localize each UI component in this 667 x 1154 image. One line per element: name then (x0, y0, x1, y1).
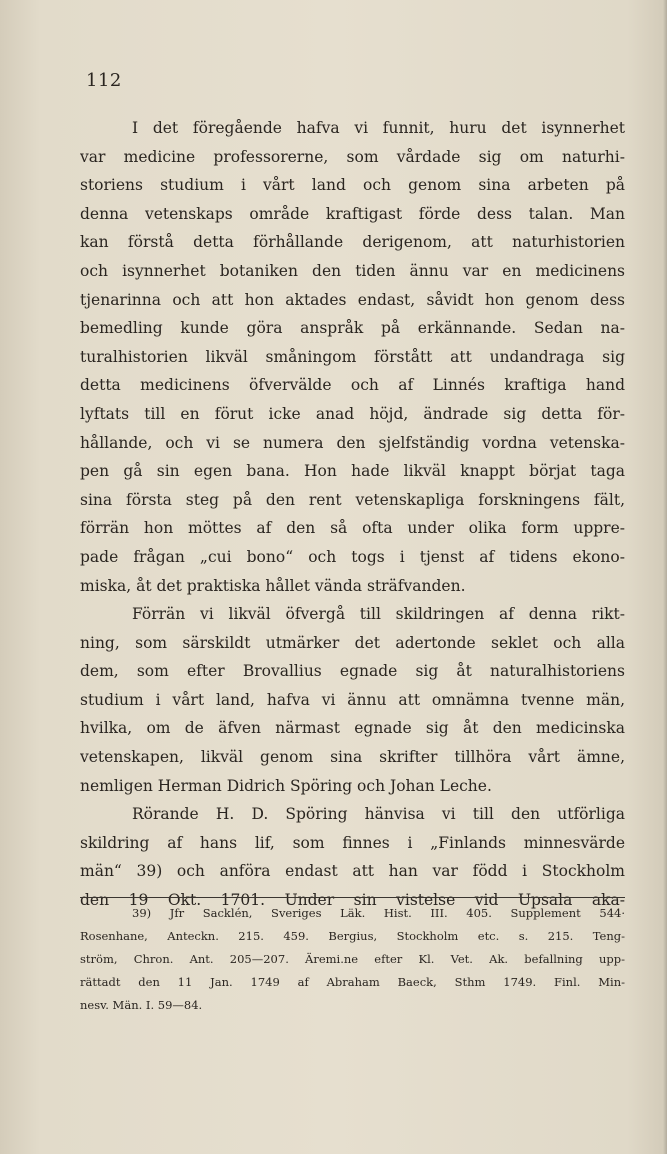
footnote-line: Rosenhane, Anteckn. 215. 459. Bergius, Stockholm etc. s. 215. Teng- (80, 929, 625, 943)
text-line: var medicine professorerne, som vårdade sig om naturhi- (80, 147, 625, 166)
text-line: Rörande H. D. Spöring hänvisa vi till den utförliga (132, 805, 625, 824)
footnote-line: rättadt den 11 Jan. 1749 af Abraham Baeck, Sthm 1749. Finl. Min- (80, 975, 625, 989)
text-line: miska, åt det praktiska hållet vända sträfvanden. (80, 576, 466, 595)
footnote-divider (80, 897, 625, 898)
text-line: skildring af hans lif, som finnes i „Finlands minnesvärde (80, 833, 625, 852)
text-line: pen gå sin egen bana. Hon hade likväl knappt börjat taga (80, 462, 625, 481)
text-line: lyftats till en förut icke anad höjd, ändrade sig detta för- (80, 404, 625, 423)
text-line: ning, som särskildt utmärker det adertonde seklet och alla (80, 633, 625, 652)
text-line: tjenarinna och att hon aktades endast, såvidt hon genom dess (80, 290, 625, 309)
page-edge (663, 0, 667, 1154)
text-line: nemligen Herman Didrich Spöring och Johan Leche. (80, 776, 492, 795)
footnote-line: nesv. Män. I. 59—84. (80, 998, 203, 1012)
text-line: hvilka, om de äfven närmast egnade sig åt den medicinska (80, 719, 625, 738)
text-line: förrän hon möttes af den så ofta under olika form uppre- (80, 519, 625, 538)
text-line: kan förstå detta förhållande derigenom, att naturhistorien (80, 233, 625, 252)
text-line: den 19 Okt. 1701. Under sin vistelse vid Upsala aka- (80, 891, 625, 910)
text-line: studium i vårt land, hafva vi ännu att omnämna tvenne män, (80, 690, 625, 709)
text-line: turalhistorien likväl småningom förstått att undandraga sig (80, 347, 625, 366)
text-line: och isynnerhet botaniken den tiden ännu var en medicinens (80, 261, 625, 280)
body-text (80, 114, 625, 915)
footnote-line: ström, Chron. Ant. 205—207. Äremi.ne efter Kl. Vet. Ak. befallning upp- (80, 952, 625, 966)
text-line: denna vetenskaps område kraftigast förde dess talan. Man (80, 204, 625, 223)
text-line: dem, som efter Brovallius egnade sig åt naturalhistoriens (80, 662, 625, 681)
footnotes (80, 902, 625, 1017)
text-line: män“ 39) och anföra endast att han var född i Stockholm (80, 862, 625, 881)
text-line: vetenskapen, likväl genom sina skrifter tillhöra vårt ämne, (80, 748, 625, 767)
text-line: sina första steg på den rent vetenskapliga forskningens fält, (80, 490, 625, 509)
text-line: Förrän vi likväl öfvergå till skildringen af denna rikt- (132, 605, 625, 624)
page-number: 112 (86, 70, 122, 91)
text-line: pade frågan „cui bono“ och togs i tjenst af tidens ekono- (80, 547, 625, 566)
text-line: detta medicinens öfvervälde och af Linnés kraftiga hand (80, 376, 625, 395)
footnote-line: 39) Jfr Sacklén, Sveriges Läk. Hist. III. 405. Supplement 544· (132, 906, 625, 920)
text-line: storiens studium i vårt land och genom sina arbeten på (80, 176, 625, 195)
text-line: I det föregående hafva vi funnit, huru det isynnerhet (132, 119, 625, 137)
text-line: hållande, och vi se numera den sjelfständig vordna vetenska- (80, 433, 625, 452)
text-line: bemedling kunde göra anspråk på erkännande. Sedan na- (80, 319, 625, 338)
